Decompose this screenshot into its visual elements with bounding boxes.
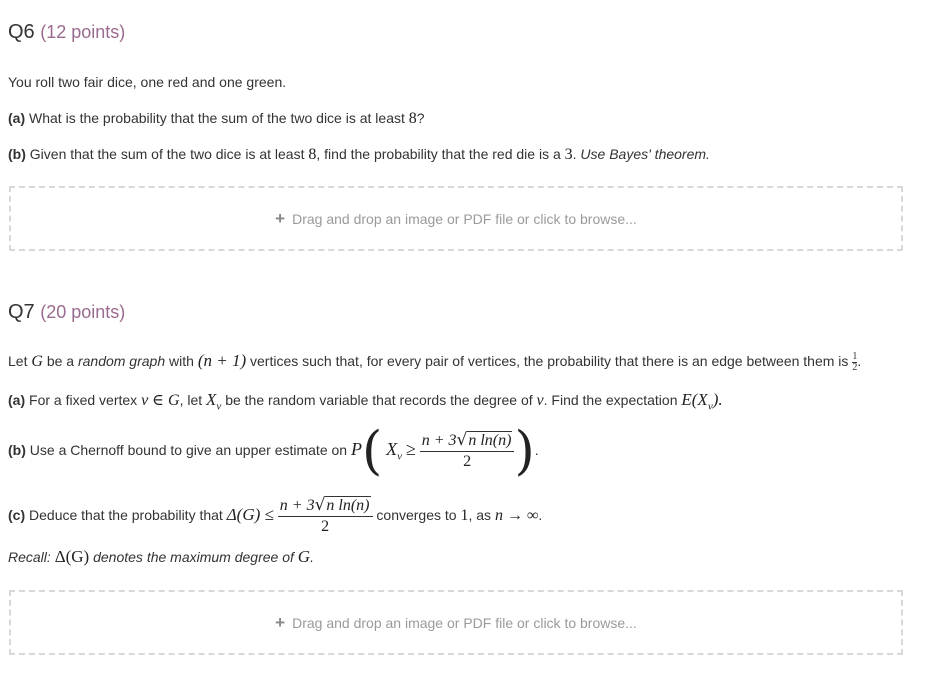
q7-upload-text: Drag and drop an image or PDF file or click to browse...	[292, 614, 637, 631]
q7-intro-G: G	[31, 353, 43, 371]
q6-part-b	[8, 145, 710, 164]
q7-intro-text-2: be a	[46, 353, 75, 370]
q7-c-label: (c)	[8, 507, 26, 523]
q7-a-v-in-G: v ∈ G	[141, 392, 180, 409]
q6-b-text: Given that the sum of the two dice is at least	[29, 146, 305, 162]
q7-intro-random-graph: random graph	[77, 353, 166, 370]
q6-b-num2: 3	[564, 146, 573, 163]
q6-a-label: (a)	[8, 110, 26, 126]
q7-heading	[8, 301, 125, 324]
plus-icon: +	[275, 208, 286, 228]
q7-intro-n-plus-1: (n + 1)	[197, 351, 247, 371]
q7-a-text-1: For a fixed vertex	[29, 392, 138, 408]
q7-c-text-3: , as	[468, 507, 492, 523]
q7-a-E-sub: v	[707, 400, 713, 413]
q7-c-delta: Δ(G) ≤	[226, 505, 274, 524]
q7-c-sqrt: n ln(n)	[326, 497, 370, 515]
q7-recall	[8, 548, 314, 566]
q7-intro	[8, 352, 861, 373]
q6-a-num: 8	[408, 110, 417, 127]
q6-upload-dropzone[interactable]	[9, 186, 903, 251]
q7-a-text-3: be the random variable that records the degree of	[225, 392, 533, 408]
q7-b-P: P	[350, 439, 362, 459]
q6-points: (12 points)	[40, 22, 126, 42]
q7-c-end: .	[538, 507, 543, 523]
q6-upload-text: Drag and drop an image or PDF file or click to browse...	[292, 210, 637, 227]
q7-c-text-1: Deduce that the probability that	[29, 507, 223, 523]
q6-a-end: ?	[416, 110, 425, 126]
q7-upload-dropzone[interactable]	[9, 590, 903, 655]
q7-b-text-1: Use a Chernoff bound to give an upper estimate on	[29, 442, 348, 458]
q7-c-num-pre: n + 3	[279, 497, 315, 515]
q7-recall-delta: Δ(G)	[54, 547, 90, 566]
q7-intro-text-3: with	[169, 353, 194, 370]
q6-b-end: .	[572, 146, 577, 162]
q6-b-num: 8	[308, 146, 317, 163]
q7-intro-end: .	[857, 353, 862, 370]
q7-a-sub-v: v	[216, 400, 222, 413]
q6-part-a	[8, 109, 425, 128]
q7-b-num-pre: n + 3	[421, 432, 457, 450]
q7-c-limit: n → ∞	[494, 507, 539, 524]
q6-b-hint: Use Bayes' theorem.	[580, 146, 710, 162]
q6-intro: You roll two fair dice, one red and one green.	[8, 74, 287, 90]
q7-b-rparen: )	[514, 421, 535, 482]
q7-a-Xv	[206, 390, 222, 413]
q7-a-text-4: . Find the expectation	[543, 392, 678, 408]
q7-part-c	[8, 491, 542, 540]
q7-a-E-close: ).	[712, 390, 723, 409]
q7-part-b	[8, 419, 539, 487]
q7-intro-text-1: Let	[8, 353, 28, 370]
q6-b-mid: , find the probability that the red die is a	[316, 146, 561, 162]
q7-recall-text: denotes the maximum degree of	[93, 549, 294, 565]
q7-c-one: 1	[460, 507, 469, 524]
q7-b-lparen: (	[361, 421, 383, 482]
q7-a-expectation	[681, 390, 723, 413]
q7-a-E: E(X	[681, 390, 708, 409]
q6-a-text: What is the probability that the sum of the two dice is at least	[29, 110, 405, 126]
q7-intro-text-4: vertices such that, for every pair of vertices, the probability that there is an edge between them is	[250, 353, 849, 370]
q7-b-label: (b)	[8, 442, 26, 458]
sqrt-icon: √	[456, 430, 468, 451]
sqrt-icon: √	[314, 495, 326, 516]
q7-b-denominator: 2	[463, 453, 472, 471]
q7-label: Q7	[8, 301, 35, 323]
q7-a-X: X	[206, 390, 217, 409]
q7-c-numerator	[278, 495, 373, 517]
q7-b-geq: ≥	[405, 439, 416, 459]
q6-heading	[8, 21, 125, 44]
q7-part-a	[8, 391, 723, 415]
q7-b-Xv	[386, 439, 403, 463]
q7-recall-G: G	[297, 547, 311, 566]
q6-b-label: (b)	[8, 146, 26, 162]
q7-b-X: X	[386, 439, 398, 459]
q7-c-text-2: converges to	[376, 507, 457, 523]
q7-recall-label: Recall:	[8, 549, 51, 565]
q7-half-den: 2	[852, 362, 858, 373]
q7-a-text-2: , let	[179, 392, 203, 408]
q7-b-sqrt: n ln(n)	[468, 432, 512, 450]
q7-half-num: 1	[852, 351, 858, 362]
q7-a-v: v	[536, 392, 544, 409]
q7-b-sub-v: v	[397, 450, 403, 463]
q7-b-end: .	[534, 442, 539, 458]
plus-icon: +	[275, 612, 286, 632]
q6-label: Q6	[8, 21, 35, 43]
q7-b-fraction	[420, 430, 515, 472]
q7-c-denominator: 2	[321, 518, 330, 536]
q7-recall-end: .	[310, 549, 314, 565]
q7-a-label: (a)	[8, 392, 26, 408]
q7-b-numerator	[420, 430, 515, 452]
q7-c-fraction	[278, 495, 373, 537]
q7-points: (20 points)	[40, 302, 126, 322]
